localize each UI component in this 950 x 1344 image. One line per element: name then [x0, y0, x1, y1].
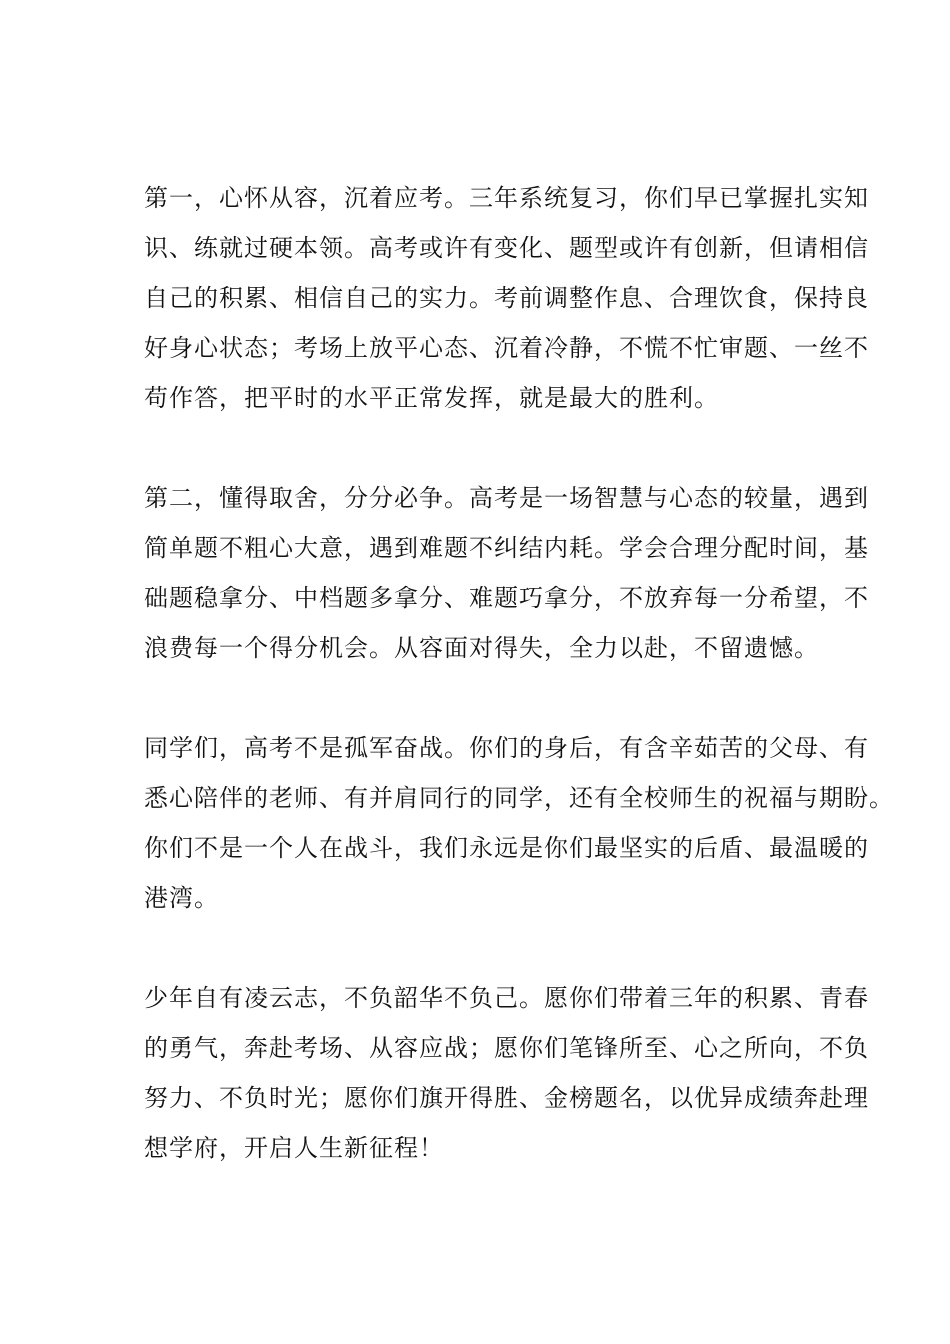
paragraph-line: 识、练就过硬本领。高考或许有变化、题型或许有创新，但请相信 [144, 234, 869, 262]
paragraph-line: 简单题不粗心大意，遇到难题不纠结内耗。学会合理分配时间，基 [144, 534, 869, 562]
paragraph-composure [144, 173, 869, 423]
paragraph-line: 础题稳拿分、中档题多拿分、难题巧拿分，不放弃每一分希望，不 [144, 584, 869, 612]
paragraph-line: 同学们，高考不是孤军奋战。你们的身后，有含辛茹苦的父母、有 [144, 734, 869, 762]
paragraph-blessing [144, 973, 869, 1173]
paragraph-line: 港湾。 [144, 884, 219, 912]
paragraph-line: 自己的积累、相信自己的实力。考前调整作息、合理饮食，保持良 [144, 284, 869, 312]
paragraph-line: 的勇气，奔赴考场、从容应战；愿你们笔锋所至、心之所向，不负 [144, 1034, 869, 1062]
paragraph-line: 第一，心怀从容，沉着应考。三年系统复习，你们早已掌握扎实知 [144, 184, 869, 212]
paragraph-line: 浪费每一个得分机会。从容面对得失，全力以赴，不留遗憾。 [144, 634, 819, 662]
paragraph-support [144, 723, 894, 923]
paragraph-line: 少年自有凌云志，不负韶华不负己。愿你们带着三年的积累、青春 [144, 984, 869, 1012]
paragraph-line: 好身心状态；考场上放平心态、沉着冷静，不慌不忙审题、一丝不 [144, 334, 869, 362]
paragraph-tradeoffs [144, 473, 869, 673]
paragraph-line: 苟作答，把平时的水平正常发挥，就是最大的胜利。 [144, 384, 719, 412]
paragraph-line: 想学府，开启人生新征程！ [144, 1134, 444, 1162]
paragraph-line: 第二，懂得取舍，分分必争。高考是一场智慧与心态的较量，遇到 [144, 484, 869, 512]
paragraph-line: 悉心陪伴的老师、有并肩同行的同学，还有全校师生的祝福与期盼。 [144, 784, 894, 812]
paragraph-line: 你们不是一个人在战斗，我们永远是你们最坚实的后盾、最温暖的 [144, 834, 869, 862]
paragraph-line: 努力、不负时光；愿你们旗开得胜、金榜题名，以优异成绩奔赴理 [144, 1084, 869, 1112]
